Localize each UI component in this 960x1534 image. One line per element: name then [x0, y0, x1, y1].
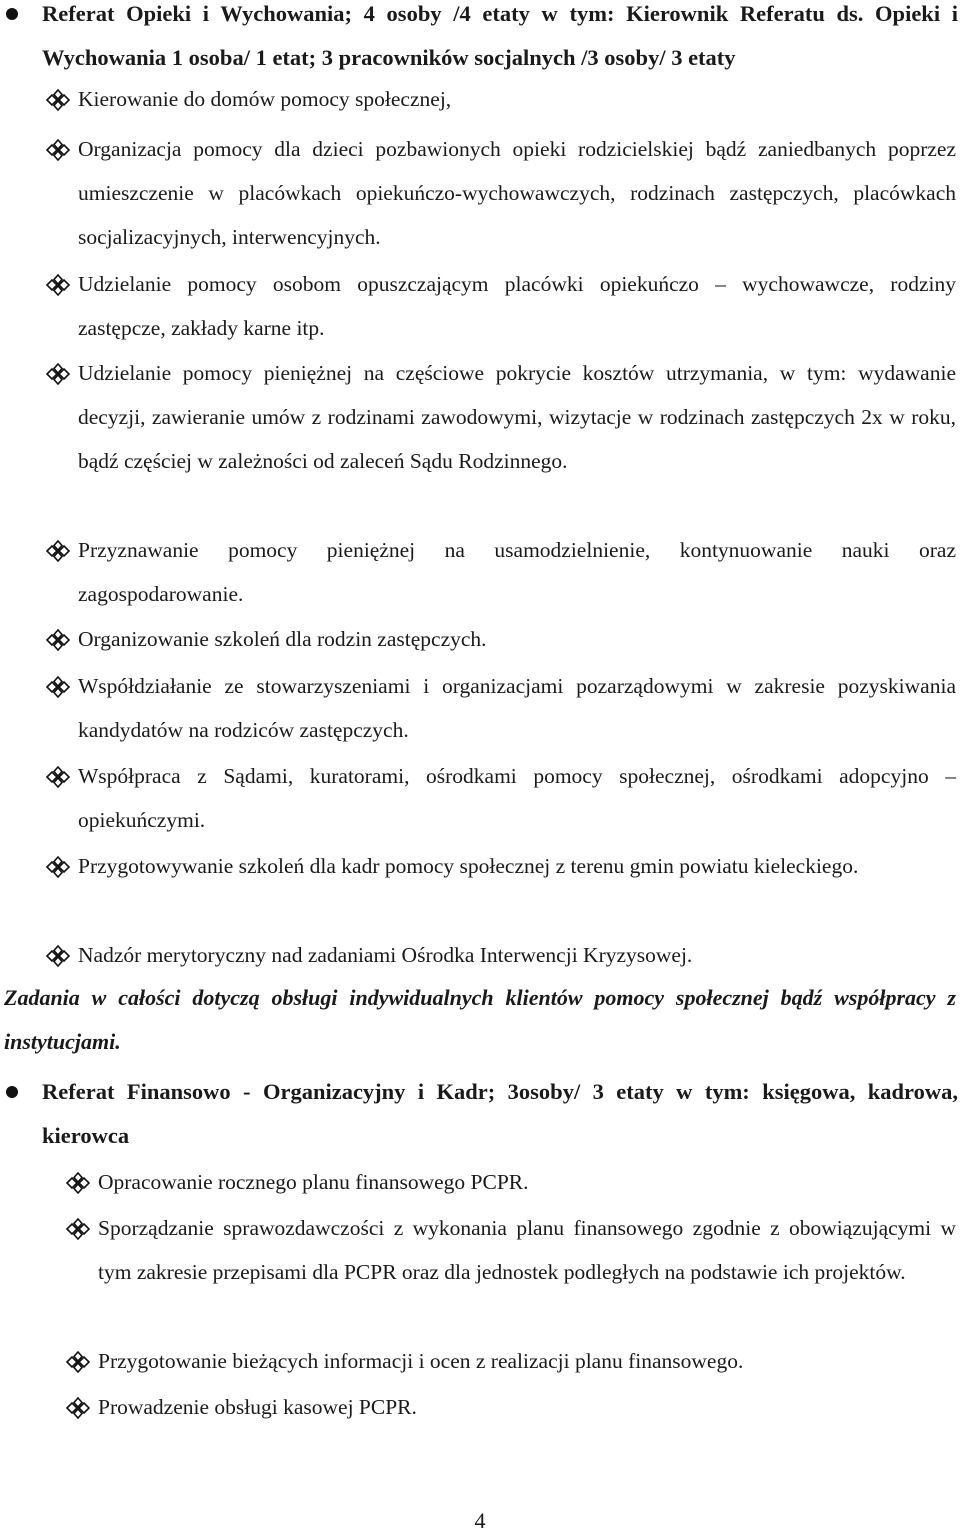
list-item: Kierowanie do domów pomocy społecznej,	[78, 77, 958, 121]
section-heading: Referat Finansowo - Organizacyjny i Kadr; 3osoby/ 3 etaty w tym: księgowa, kadrowa, kierowca	[42, 1079, 958, 1148]
list-item: Nadzór merytoryczny nad zadaniami Ośrodka Interwencji Kryzysowej.	[78, 933, 956, 977]
diamond-bullet-icon	[43, 856, 73, 878]
list-item: Przygotowywanie szkoleń dla kadr pomocy społecznej z terenu gmin powiatu kieleckiego.	[78, 844, 956, 888]
list-item: Przyznawanie pomocy pieniężnej na usamodzielnienie, kontynuowanie nauki oraz zagospodarowanie.	[78, 528, 956, 616]
list-item: Udzielanie pomocy pieniężnej na częściowe pokrycie kosztów utrzymania, w tym: wydawanie decyzji, zawieranie umów z rodzinami zawodowymi, wizytacje w rodzinach zastępczych 2x w roku, bądź częściej w zależności od zaleceń Sądu Rodzinnego.	[78, 351, 956, 483]
list-item: Prowadzenie obsługi kasowej PCPR.	[98, 1385, 956, 1429]
list-item: Współdziałanie ze stowarzyszeniami i organizacjami pozarządowymi w zakresie pozyskiwania kandydatów na rodziców zastępczych.	[78, 664, 956, 752]
list-item: Opracowanie rocznego planu finansowego PCPR.	[98, 1160, 956, 1204]
diamond-bullet-icon	[63, 1397, 93, 1419]
list-item: Przygotowanie bieżących informacji i ocen z realizacji planu finansowego.	[98, 1339, 956, 1383]
list-item: Sporządzanie sprawozdawczości z wykonania planu finansowego zgodnie z obowiązującymi w tym zakresie przepisami dla PCPR oraz dla jednostek podległych na podstawie ich projektów.	[98, 1206, 956, 1294]
page-number: 4	[474, 1508, 486, 1533]
section-bullet-icon	[6, 1086, 18, 1098]
diamond-bullet-icon	[43, 139, 73, 161]
diamond-bullet-icon	[63, 1172, 93, 1194]
list-item: Organizowanie szkoleń dla rodzin zastępczych.	[78, 617, 956, 661]
summary-note: Zadania w całości dotyczą obsługi indywidualnych klientów pomocy społecznej bądź współpracy z instytucjami.	[4, 985, 956, 1054]
section-heading: Referat Opieki i Wychowania; 4 osoby /4 etaty w tym: Kierownik Referatu ds. Opieki i Wychowania 1 osoba/ 1 etat; 3 pracowników socjalnych /3 osoby/ 3 etaty	[42, 1, 958, 70]
diamond-bullet-icon	[43, 89, 73, 111]
diamond-bullet-icon	[43, 274, 73, 296]
diamond-bullet-icon	[63, 1218, 93, 1240]
diamond-bullet-icon	[43, 363, 73, 385]
list-item: Udzielanie pomocy osobom opuszczającym placówki opiekuńczo – wychowawcze, rodziny zastępcze, zakłady karne itp.	[78, 262, 956, 350]
diamond-bullet-icon	[63, 1351, 93, 1373]
diamond-bullet-icon	[43, 629, 73, 651]
diamond-bullet-icon	[43, 945, 73, 967]
list-item: Współpraca z Sądami, kuratorami, ośrodkami pomocy społecznej, ośrodkami adopcyjno – opiekuńczymi.	[78, 754, 956, 842]
diamond-bullet-icon	[43, 540, 73, 562]
section-bullet-icon	[6, 8, 18, 20]
diamond-bullet-icon	[43, 676, 73, 698]
list-item: Organizacja pomocy dla dzieci pozbawionych opieki rodzicielskiej bądź zaniedbanych poprzez umieszczenie w placówkach opiekuńczo-wychowawczych, rodzinach zastępczych, placówkach socjalizacyjnych, interwencyjnych.	[78, 127, 956, 259]
diamond-bullet-icon	[43, 766, 73, 788]
